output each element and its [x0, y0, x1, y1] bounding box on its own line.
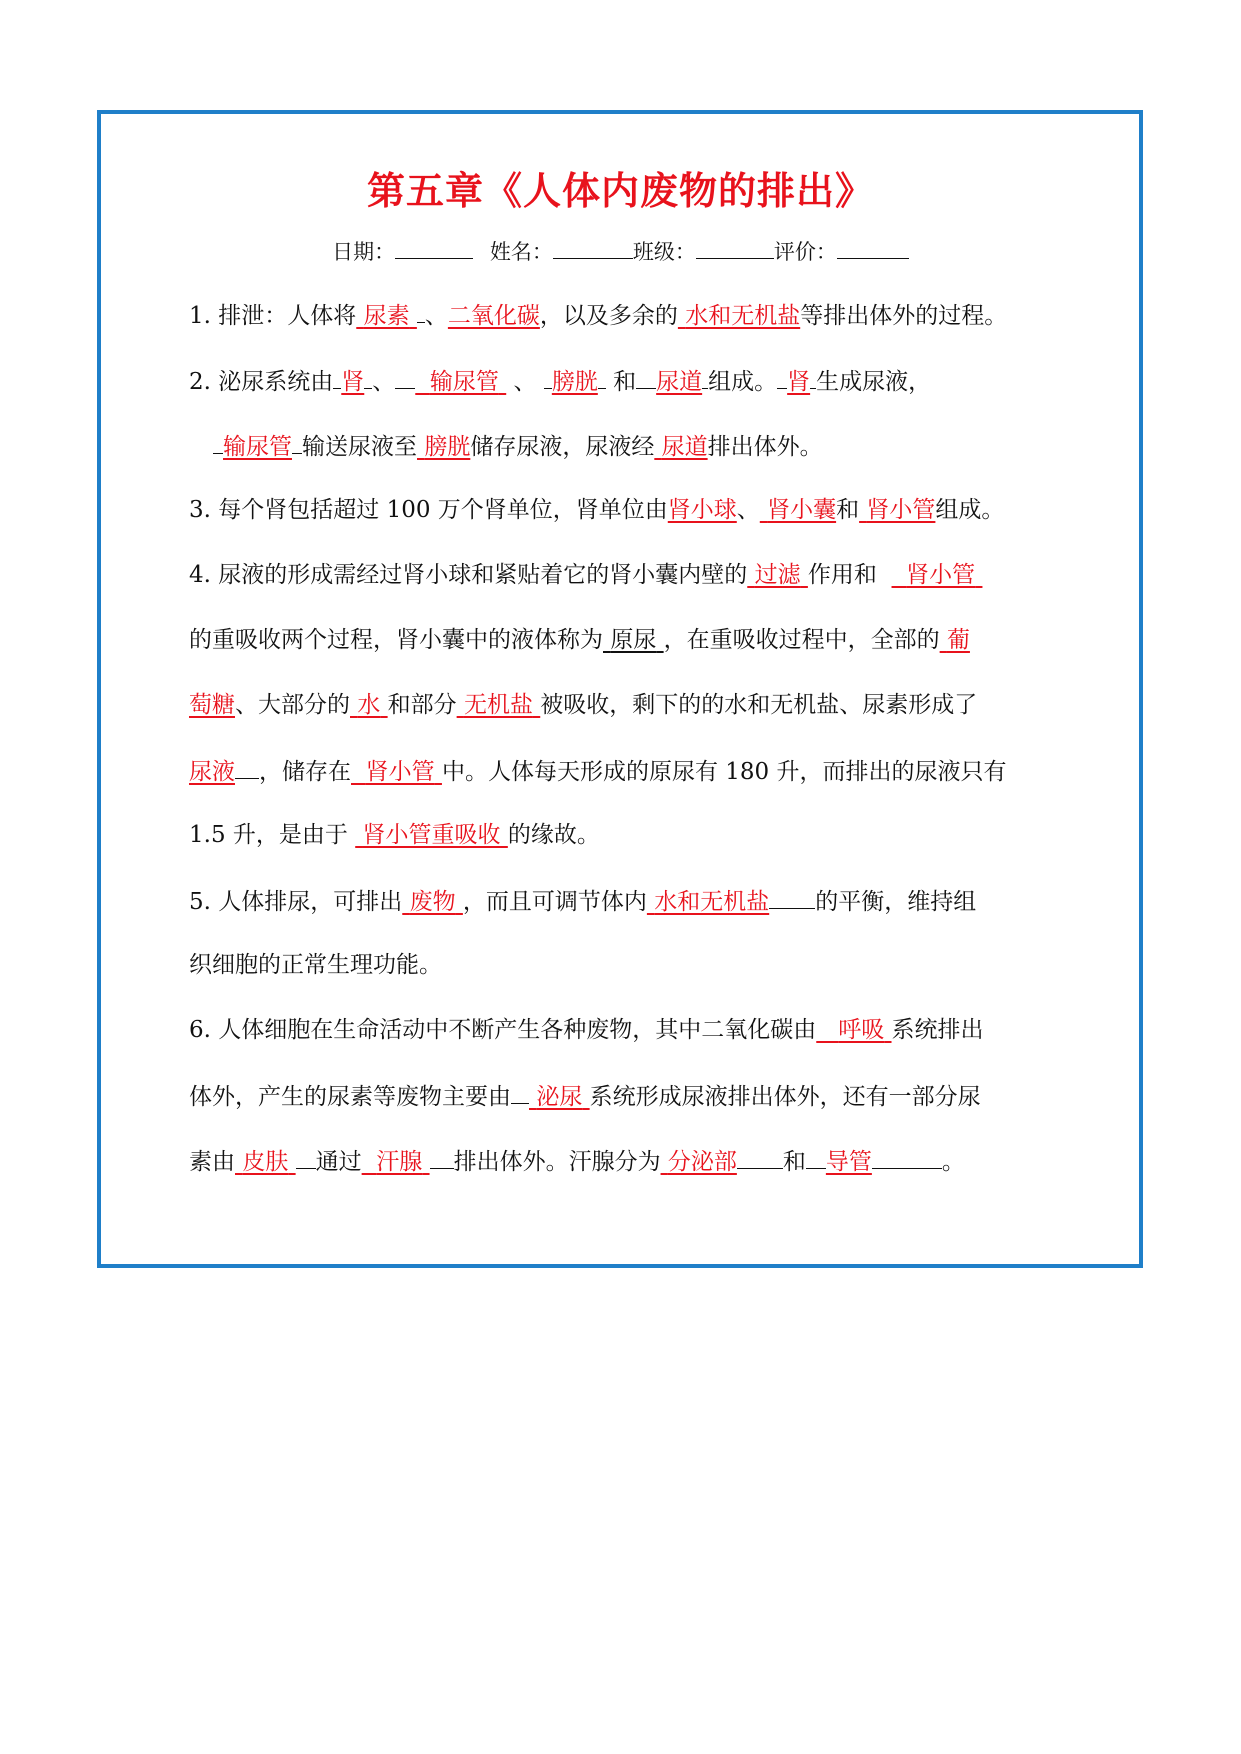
- blank-line: [806, 1144, 826, 1169]
- answer-blank: 导管: [825, 1149, 872, 1175]
- text: 的重吸收两个过程，肾小囊中的液体称为: [189, 627, 603, 653]
- text: 排出体外。汗腺分为: [453, 1149, 661, 1175]
- text: 、: [736, 497, 760, 523]
- blank-line: [777, 364, 787, 389]
- document-title: 第五章《人体内废物的排出》: [366, 168, 874, 213]
- answer-blank: 二氧化碳: [447, 303, 540, 329]
- text: 中。人体每天形成的原尿有 180 升，而排出的尿液只有: [441, 759, 1007, 785]
- question-5-line-1: [189, 884, 976, 918]
- answer-blank: 膀胱: [424, 434, 471, 460]
- text: 储存尿液，尿液经: [470, 434, 655, 460]
- text: 等排出体外的过程。: [800, 303, 1008, 329]
- answer-blank: 尿道: [661, 434, 708, 460]
- answer-blank: 原尿: [610, 627, 657, 653]
- eval-label: 评价：: [773, 240, 837, 264]
- answer-blank: 尿液: [189, 759, 235, 785]
- blank-line: [395, 364, 415, 389]
- text: 素由: [189, 1149, 235, 1175]
- question-2-line-1: [189, 364, 931, 398]
- answer-blank: 尿素: [363, 303, 410, 329]
- text: 作用和: [807, 562, 877, 588]
- header-fields: [0, 236, 1241, 266]
- text: 2. 泌尿系统由: [189, 369, 334, 395]
- question-4-line-3: [189, 689, 977, 721]
- blank-line: [417, 298, 425, 323]
- blank-line: [636, 364, 656, 389]
- text: 。: [941, 1149, 965, 1175]
- answer-blank: 无机盐: [463, 692, 533, 718]
- text: 和: [613, 369, 637, 395]
- answer-blank: 肾小管: [906, 562, 976, 588]
- answer-blank: 膀胱: [551, 369, 598, 395]
- text: 1.5 升，是由于: [189, 822, 348, 848]
- answer-blank: 皮肤: [242, 1149, 289, 1175]
- text: 组成。: [935, 497, 1005, 523]
- question-4-line-5: [189, 819, 600, 851]
- blank-line: [544, 364, 552, 389]
- answer-blank: 输尿管: [223, 434, 292, 460]
- name-blank: [553, 238, 633, 259]
- answer-blank: 水和无机盐: [685, 303, 801, 329]
- answer-blank: 肾小管: [365, 759, 435, 785]
- blank-line: [292, 429, 302, 454]
- answer-blank: 萄糖: [189, 692, 235, 718]
- blank-line: [511, 1079, 529, 1104]
- text: 排出体外。: [707, 434, 823, 460]
- answer-blank: 呼吸: [838, 1017, 885, 1043]
- text: 、: [372, 369, 396, 395]
- blank-line: [235, 754, 259, 779]
- text: 、: [424, 303, 448, 329]
- answer-blank: 水: [357, 692, 381, 718]
- blank-line: [737, 1144, 783, 1169]
- answer-blank: 葡: [946, 627, 970, 653]
- blank-line: [430, 1144, 454, 1169]
- question-1-line-1: [189, 298, 1007, 332]
- class-label: 班级：: [632, 240, 696, 264]
- text: 1. 排泄：人体将: [189, 303, 357, 329]
- question-2-line-2: [213, 429, 823, 463]
- text: 的缘故。: [507, 822, 600, 848]
- blank-line: [769, 884, 815, 909]
- answer-blank: 分泌部: [667, 1149, 737, 1175]
- text: 3. 每个肾包括超过 100 万个肾单位，肾单位由: [189, 497, 668, 523]
- question-4-line-1: [189, 559, 982, 591]
- answer-blank: 泌尿: [536, 1084, 583, 1110]
- question-4-line-4: [189, 754, 1006, 788]
- text: 、大部分的: [235, 692, 350, 718]
- text: 组成。: [708, 369, 778, 395]
- question-5-line-2: [189, 949, 442, 981]
- answer-blank: 汗腺: [376, 1149, 423, 1175]
- answer-blank: 肾: [787, 369, 811, 395]
- question-6-line-2: [189, 1079, 981, 1113]
- text: 系统形成尿液排出体外，还有一部分尿: [589, 1084, 981, 1110]
- blank-line: [598, 364, 606, 389]
- text: 通过: [315, 1149, 362, 1175]
- name-label: 姓名：: [489, 240, 553, 264]
- date-blank: [395, 238, 473, 259]
- text: 和: [836, 497, 860, 523]
- text: 输送尿液至: [302, 434, 417, 460]
- text: 4. 尿液的形成需经过肾小球和紧贴着它的肾小囊内壁的: [189, 562, 748, 588]
- text: 系统排出: [891, 1017, 984, 1043]
- text: 和: [782, 1149, 806, 1175]
- answer-blank: 肾小管重吸收: [362, 822, 501, 848]
- date-label: 日期：: [332, 240, 396, 264]
- answer-blank: 输尿管: [429, 369, 499, 395]
- question-4-line-2: [189, 624, 970, 656]
- text: 生成尿液，: [816, 369, 932, 395]
- question-3-line-1: [189, 494, 1004, 526]
- blank-line: [872, 1144, 942, 1169]
- text: ，而且可调节体内: [462, 889, 647, 915]
- answer-blank: 肾: [341, 369, 365, 395]
- text: ，以及多余的: [539, 303, 678, 329]
- text: 体外，产生的尿素等废物主要由: [189, 1084, 511, 1110]
- text: ，储存在: [259, 759, 351, 785]
- answer-blank: 水和无机盐: [654, 889, 770, 915]
- blank-line: [296, 1144, 316, 1169]
- answer-blank: 肾小囊: [767, 497, 837, 523]
- text: 的平衡，维持组: [815, 889, 977, 915]
- question-6-line-3: [189, 1144, 965, 1178]
- eval-blank: [837, 238, 909, 259]
- answer-blank: 废物: [409, 889, 456, 915]
- answer-blank: 尿道: [656, 369, 703, 395]
- text: 和部分: [387, 692, 457, 718]
- text: 被吸收，剩下的的水和无机盐、尿素形成了: [540, 692, 978, 718]
- text: 、: [513, 369, 537, 395]
- text: 织细胞的正常生理功能。: [189, 952, 442, 978]
- text: 6. 人体细胞在生命活动中不断产生各种废物，其中二氧化碳由: [189, 1017, 817, 1043]
- text: 5. 人体排尿，可排出: [189, 889, 403, 915]
- question-6-line-1: [189, 1014, 984, 1046]
- blank-line: [213, 429, 223, 454]
- answer-blank: 肾小球: [667, 497, 737, 523]
- answer-blank: 过滤: [754, 562, 801, 588]
- answer-blank: 肾小管: [866, 497, 936, 523]
- class-blank: [696, 238, 774, 259]
- text: ，在重吸收过程中，全部的: [663, 627, 940, 653]
